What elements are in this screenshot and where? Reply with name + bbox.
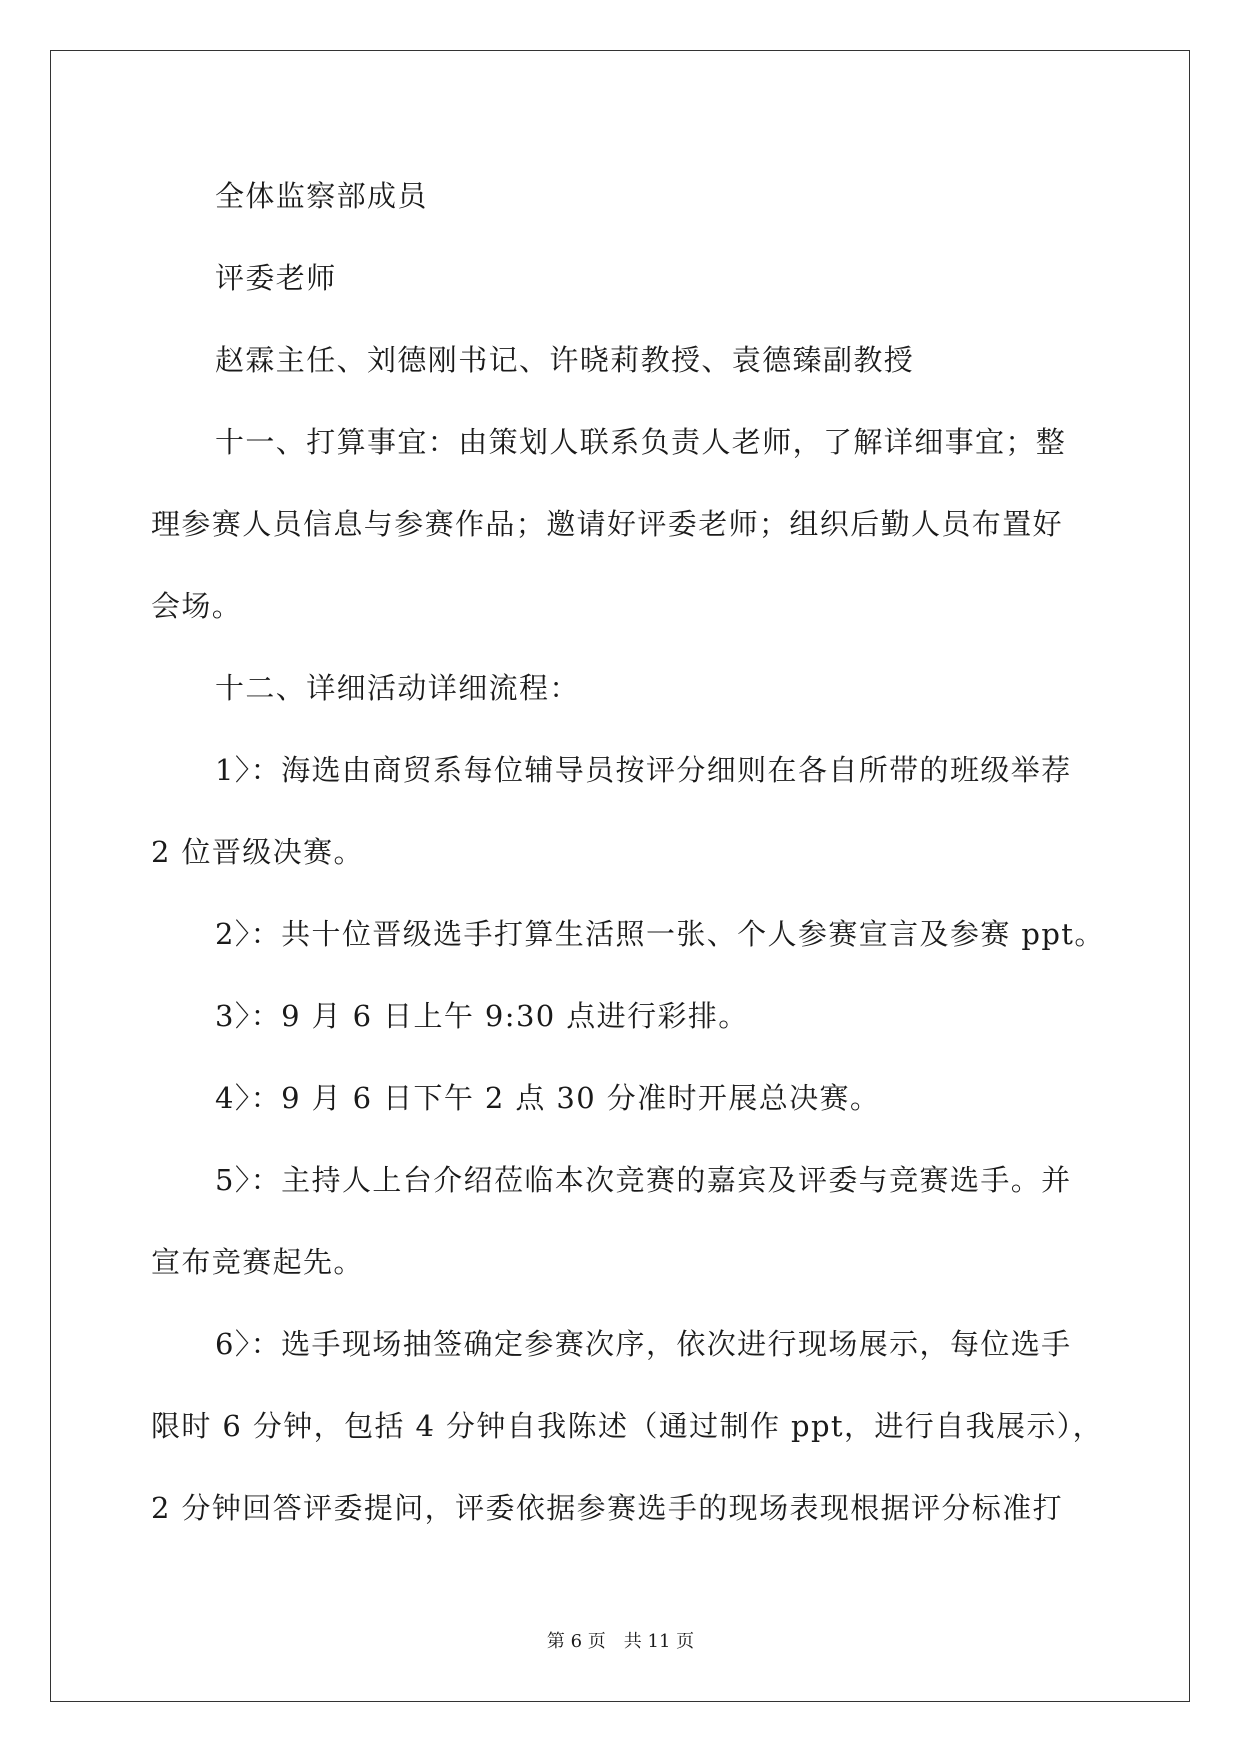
document-body (151, 155, 1105, 1549)
paragraph-line: 5〉：主持人上台介绍莅临本次竞赛的嘉宾及评委与竞赛选手。并 (215, 1163, 1072, 1197)
paragraph-line: 会场。 (151, 589, 243, 623)
page-total: 共 11 页 (623, 1631, 695, 1652)
paragraph-line: 宣布竞赛起先。 (151, 1245, 364, 1279)
paragraph-line: 2〉：共十位晋级选手打算生活照一张、个人参赛宣言及参赛 ppt。 (215, 917, 1105, 951)
paragraph-line: 4〉：9 月 6 日下午 2 点 30 分准时开展总决赛。 (215, 1081, 881, 1115)
paragraph-line: 3〉：9 月 6 日上午 9:30 点进行彩排。 (215, 999, 749, 1033)
paragraph-line: 评委老师 (215, 261, 337, 295)
page-number: 第 6 页 (546, 1631, 606, 1652)
paragraph-line: 十一、打算事宜：由策划人联系负责人老师，了解详细事宜；整 (215, 425, 1067, 459)
paragraph-line: 2 分钟回答评委提问，评委依据参赛选手的现场表现根据评分标准打 (151, 1491, 1064, 1525)
paragraph-line: 十二、详细活动详细流程： (215, 671, 580, 705)
paragraph-line: 1〉：海选由商贸系每位辅导员按评分细则在各自所带的班级举荐 (215, 753, 1072, 787)
paragraph-line: 限时 6 分钟，包括 4 分钟自我陈述（通过制作 ppt，进行自我展示）， (151, 1409, 1104, 1443)
paragraph-line: 理参赛人员信息与参赛作品；邀请好评委老师；组织后勤人员布置好 (151, 507, 1064, 541)
paragraph-line: 赵霖主任、刘德刚书记、许晓莉教授、袁德臻副教授 (215, 343, 915, 377)
paragraph-line: 6〉：选手现场抽签确定参赛次序，依次进行现场展示，每位选手 (215, 1327, 1072, 1361)
paragraph-line: 全体监察部成员 (215, 179, 428, 213)
paragraph-line: 2 位晋级决赛。 (151, 835, 364, 869)
page-footer (0, 1627, 1241, 1653)
